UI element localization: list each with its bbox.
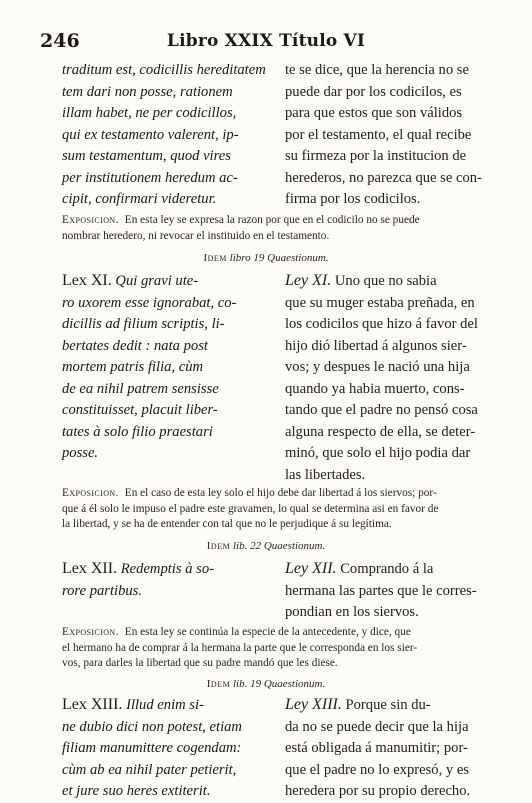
latin-column-lex-xiii <box>62 694 272 803</box>
latin-line: et jure suo heres extiterit. <box>62 783 211 799</box>
latin-line: cùm ab ea nihil pater petierit, <box>62 761 237 778</box>
citation-book: Quaestionum. <box>263 678 326 690</box>
lex-heading: Lex XI. <box>62 272 112 289</box>
latin-line: ne dubio dici non potest, etiam <box>62 718 242 735</box>
spanish-line: las libertades. <box>285 466 366 483</box>
spanish-line: hijo dió libertad á algunos sier- <box>285 337 467 354</box>
latin-line: mortem patris filia, cùm <box>62 359 204 375</box>
spanish-line: su firmeza por la institucion de <box>285 148 467 164</box>
latin-line: tates à solo filio praestari <box>62 423 213 440</box>
exposicion-label: Exposicion. <box>62 626 119 638</box>
spanish-line: firma por los codicilos. <box>285 191 421 207</box>
exposicion-label: Exposicion. <box>62 214 119 226</box>
latin-line: filiam manumittere cogendam: <box>62 740 242 756</box>
spanish-line: para que estos que son válidos <box>285 105 463 121</box>
source-citation-1 <box>0 252 532 264</box>
lex-heading: Lex XII. <box>62 560 118 577</box>
spanish-column-continuation <box>285 60 485 211</box>
latin-line: sum testamentum, quod vires <box>62 148 231 164</box>
exposicion-text: el hermano ha de comprar á la hermana la parte que le corresponda en los sier- <box>62 641 418 654</box>
exposicion-text: que á él solo le impuso el padre este gravamen, lo qual se determina asi en favor de <box>62 502 439 515</box>
page-number: 246 <box>40 30 80 52</box>
exposicion-text: En el caso de esta ley solo el hijo debe dar libertad á los siervos; por- <box>124 487 437 499</box>
citation-book: Quaestionum. <box>267 252 329 264</box>
latin-line: Redemptis à so- <box>120 561 214 577</box>
spanish-line: por el testamento, el qual recibe <box>285 126 472 143</box>
latin-line: qui ex testamento valerent, ip- <box>62 126 239 143</box>
spanish-line: pondian en los siervos. <box>285 604 419 620</box>
spanish-line: hermana las partes que le corres- <box>285 582 477 599</box>
spanish-line: tando que el padre no pensó cosa <box>285 402 478 418</box>
exposicion-text: nombrar heredero, ni revocar el instituido en el testamento. <box>62 229 330 242</box>
latin-line: de ea nihil patrem sensisse <box>62 380 219 397</box>
latin-line: Illud enim si- <box>126 697 204 713</box>
spanish-line: herederos, no parezca que se con- <box>285 169 482 186</box>
latin-line: constituisset, placuit liber- <box>62 402 218 418</box>
latin-line: rore partibus. <box>62 582 143 599</box>
spanish-line: da no se puede decir que la hija <box>285 718 469 735</box>
spanish-line: te se dice, que la herencia no se <box>285 62 469 78</box>
idem-label: Idem <box>206 540 231 552</box>
exposicion-1 <box>62 213 482 244</box>
ley-heading: Ley XII. <box>285 560 337 577</box>
ley-heading: Ley XI. <box>285 272 332 289</box>
spanish-line: puede dar por los codicilos, es <box>285 83 462 100</box>
spanish-line: está obligada á manumitir; por- <box>285 740 468 756</box>
latin-column-lex-xi <box>62 270 272 465</box>
citation-ref: libro 19 <box>229 252 265 264</box>
idem-label: Idem <box>206 678 231 690</box>
latin-line: posse. <box>62 445 99 461</box>
spanish-line: que su muger estaba preñada, en <box>285 294 475 311</box>
citation-ref: lib. 22 <box>232 540 262 552</box>
spanish-column-ley-xii <box>285 558 485 624</box>
latin-line: tem dari non posse, rationem <box>62 83 233 100</box>
exposicion-text: vos, para darles la libertad que su padre mandó que les diese. <box>62 657 338 669</box>
latin-line: traditum est, codicillis hereditatem <box>62 62 266 78</box>
spanish-line: vos; y despues le nació una hija <box>285 359 470 375</box>
latin-line: per institutionem heredum ac- <box>62 169 238 186</box>
spanish-line: los codicilos que hizo á favor del <box>285 316 478 332</box>
exposicion-2 <box>62 486 482 533</box>
citation-ref: lib. 19 <box>232 678 262 690</box>
citation-book: Quaestionum. <box>263 540 326 552</box>
latin-line: ro uxorem esse ignorabat, co- <box>62 294 237 311</box>
spanish-column-ley-xi <box>285 270 485 486</box>
source-citation-3 <box>0 678 532 690</box>
latin-line: illam habet, ne per codicillos, <box>62 105 237 121</box>
spanish-line: Porque sin du- <box>345 697 431 713</box>
latin-column-continuation <box>62 60 272 211</box>
idem-label: Idem <box>203 252 227 264</box>
exposicion-text: En esta ley se expresa la razon por que en el codicilo no se puede <box>124 214 420 226</box>
latin-line: bertates dedit : nata post <box>62 337 208 354</box>
spanish-line: minó, que solo el hijo podia dar <box>285 445 471 461</box>
spanish-line: que el padre no lo expresó, y es <box>285 761 469 778</box>
spanish-line: heredera por su propio derecho. <box>285 783 471 799</box>
exposicion-text: la libertad, y se ha de entender con tal que no le perjudique á su legítima. <box>62 518 392 530</box>
latin-line: Qui gravi ute- <box>115 273 199 289</box>
exposicion-text: En esta ley se continúa la especie de la antecedente, y dice, que <box>124 626 411 638</box>
page-header <box>40 30 492 54</box>
exposicion-label: Exposicion. <box>62 487 119 499</box>
spanish-line: quando ya habia muerto, cons- <box>285 380 465 397</box>
spanish-line: alguna respecto de ella, se deter- <box>285 423 476 440</box>
running-title: Libro XXIX Título VI <box>166 31 366 51</box>
latin-column-lex-xii <box>62 558 272 602</box>
spanish-column-ley-xiii <box>285 694 485 803</box>
lex-heading: Lex XIII. <box>62 696 123 713</box>
latin-line: cipit, confirmari videretur. <box>62 191 217 207</box>
latin-line: dicillis ad filium scriptis, li- <box>62 316 225 332</box>
spanish-line: Comprando á la <box>340 561 434 577</box>
spanish-line: Uno que no sabia <box>334 273 437 289</box>
ley-heading: Ley XIII. <box>285 696 342 713</box>
source-citation-2 <box>0 540 532 552</box>
exposicion-3 <box>62 625 482 672</box>
